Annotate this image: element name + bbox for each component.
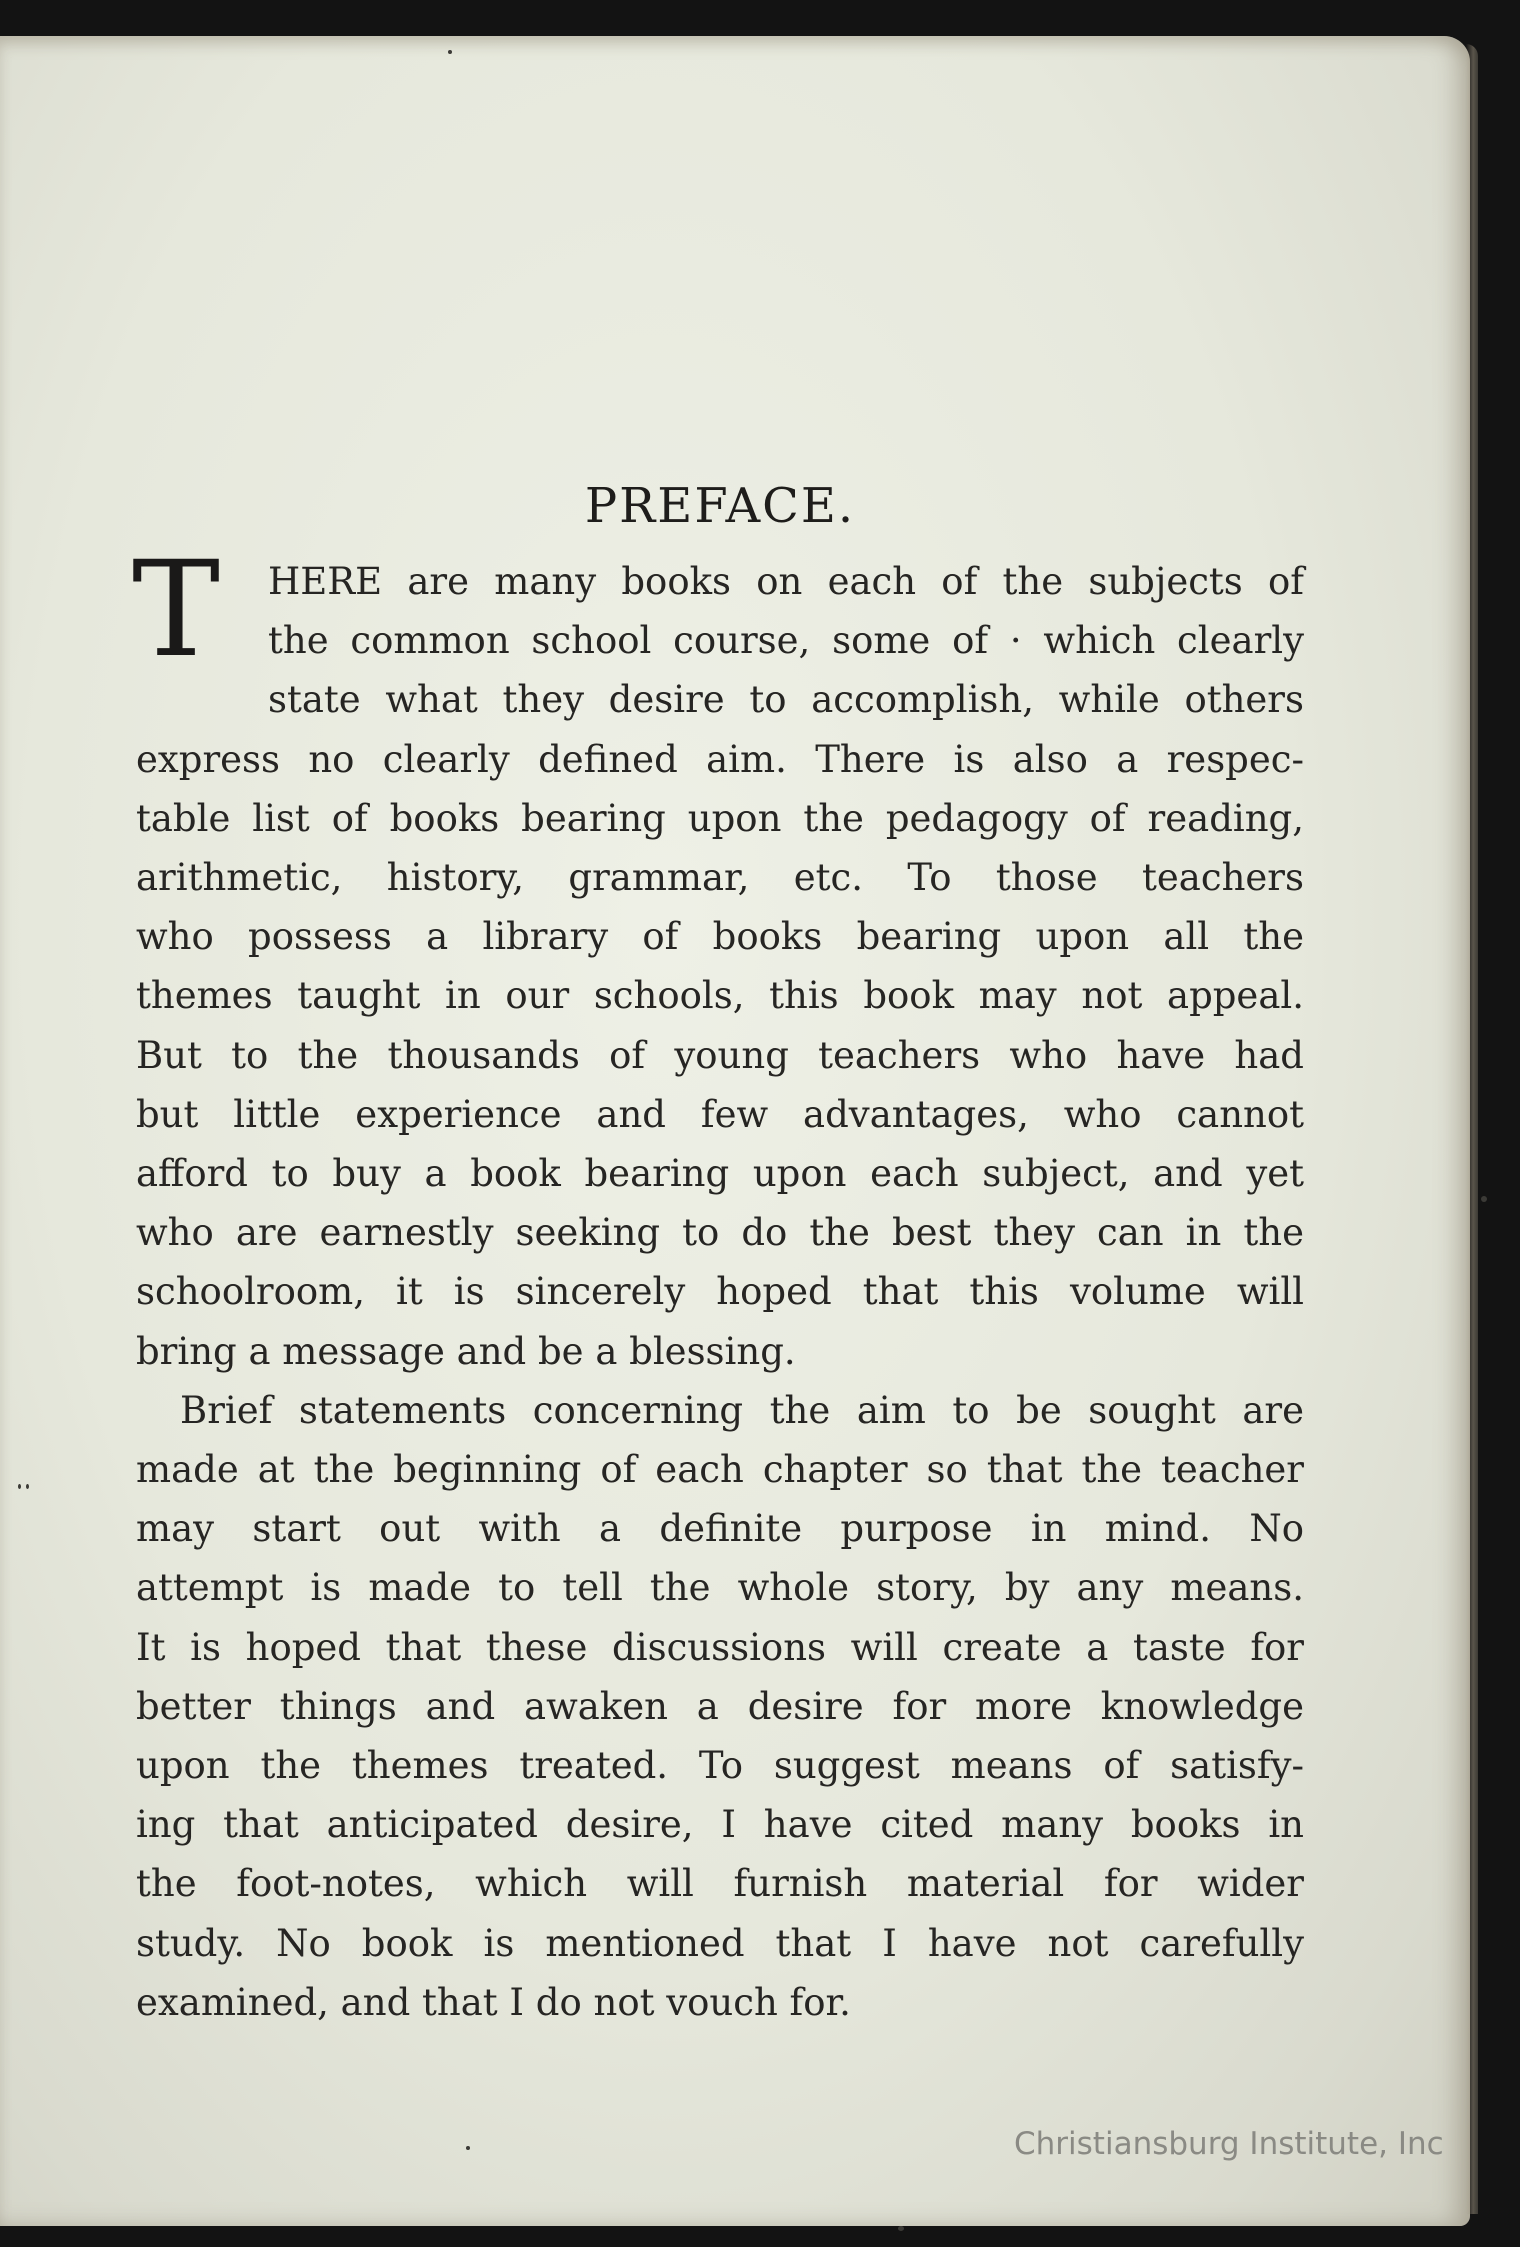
print-speck bbox=[18, 1484, 21, 1489]
text-line: who are earnestly seeking to do the best they can in the bbox=[136, 1211, 1304, 1255]
text-line: table list of books bearing upon the pedagogy of reading, bbox=[136, 796, 1304, 840]
drop-cap-letter: T bbox=[132, 533, 221, 687]
watermark-text: Christiansburg Institute, Inc bbox=[1014, 2126, 1444, 2162]
text-line: arithmetic, history, grammar, etc. To those teachers bbox=[136, 856, 1304, 900]
print-speck bbox=[1481, 1196, 1487, 1202]
text-line: but little experience and few advantages, who cannot bbox=[136, 1092, 1304, 1136]
text-line: who possess a library of books bearing upon all the bbox=[136, 915, 1304, 959]
print-speck bbox=[26, 1484, 29, 1489]
text-line: schoolroom, it is sincerely hoped that this volume will bbox=[136, 1270, 1304, 1314]
text-line: made at the beginning of each chapter so that the teacher bbox=[136, 1448, 1304, 1492]
text-line: afford to buy a book bearing upon each subject, and yet bbox=[136, 1152, 1304, 1196]
text-line: upon the themes treated. To suggest means of satisfy- bbox=[136, 1744, 1304, 1788]
text-line: state what they desire to accomplish, while others bbox=[268, 678, 1304, 722]
text-line: better things and awaken a desire for more knowledge bbox=[136, 1684, 1304, 1728]
text-line: may start out with a definite purpose in mind. No bbox=[136, 1507, 1304, 1551]
preface-text-block bbox=[132, 474, 1304, 2032]
text-line: It is hoped that these discussions will create a taste for bbox=[136, 1625, 1304, 1669]
text-line: express no clearly defined aim. There is also a respec- bbox=[136, 737, 1304, 781]
paragraph-1 bbox=[136, 552, 1304, 1381]
text-line: bring a message and be a blessing. bbox=[136, 1329, 796, 1373]
print-speck bbox=[448, 50, 452, 54]
page-title: PREFACE. bbox=[584, 478, 856, 534]
text-line: study. No book is mentioned that I have not carefully bbox=[136, 1921, 1304, 1965]
text-line: attempt is made to tell the whole story, by any means. bbox=[136, 1566, 1304, 1610]
text-line: examined, and that I do not vouch for. bbox=[136, 1980, 851, 2024]
text-line: themes taught in our schools, this book may not appeal. bbox=[136, 974, 1304, 1018]
text-line: Brief statements concerning the aim to be sought are bbox=[180, 1388, 1304, 1432]
text-line: But to the thousands of young teachers who have had bbox=[136, 1033, 1304, 1077]
print-speck bbox=[466, 2146, 470, 2150]
print-speck bbox=[898, 2226, 904, 2231]
text-line: HERE are many books on each of the subjects of bbox=[268, 560, 1304, 603]
text-line: the foot-notes, which will furnish material for wider bbox=[136, 1862, 1304, 1906]
page-edge-shadow bbox=[1466, 44, 1478, 2214]
text-line: ing that anticipated desire, I have cited many books in bbox=[136, 1803, 1304, 1847]
text-line: the common school course, some of · which clearly bbox=[268, 619, 1304, 663]
paragraph-2 bbox=[136, 1381, 1304, 2032]
